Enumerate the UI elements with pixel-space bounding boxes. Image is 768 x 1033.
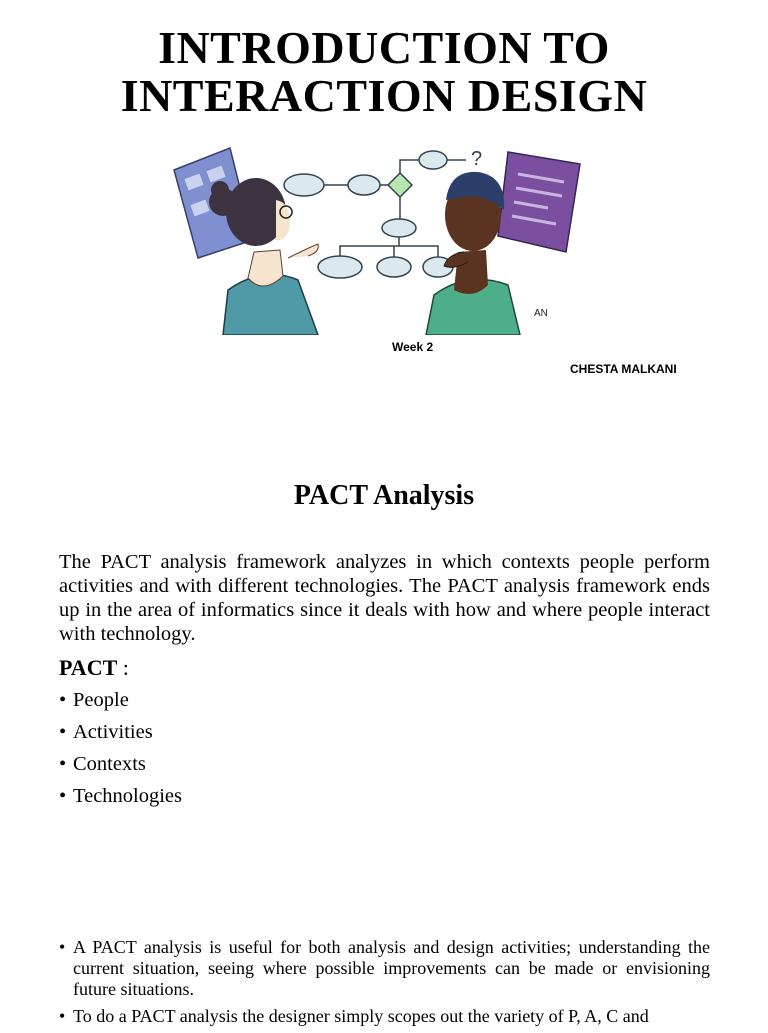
list-item-text: A PACT analysis is useful for both analysis and design activities; understanding the current situation, seeing where possible improvements can be made or envisioning future situations. (73, 937, 710, 999)
pact-notes-list (59, 937, 710, 1033)
pact-intro-paragraph: The PACT analysis framework analyzes in which contexts people perform activities and with different technologies. The PACT analysis framework ends up in the area of informatics since it deals with how and where people interact with technology. (59, 551, 710, 645)
right-wireframe-board (498, 152, 580, 252)
list-item-text: Contexts (73, 753, 146, 775)
bullet-dot: • (59, 937, 66, 957)
list-item-text: People (73, 689, 129, 711)
list-item-text: Activities (73, 721, 153, 743)
woman-figure (209, 178, 318, 335)
week-label: Week 2 (392, 340, 434, 354)
list-item-text: Technologies (73, 785, 183, 807)
list-item (59, 686, 182, 718)
bullet-dot: • (59, 689, 67, 711)
title-line-1: INTRODUCTION TO (158, 22, 610, 73)
list-item (59, 750, 182, 782)
bullet-dot: • (59, 721, 67, 743)
list-item (59, 937, 710, 1000)
pact-heading-colon: : (117, 655, 129, 680)
slide-title-pact: PACT Analysis (293, 480, 475, 511)
bullet-dot: • (59, 1006, 66, 1026)
pact-items-list (59, 686, 182, 814)
artist-signature: AN (534, 308, 548, 319)
list-item (59, 782, 182, 814)
pact-heading-label: PACT (59, 655, 118, 680)
list-item-text: To do a PACT analysis the designer simply scopes out the variety of P, A, C and (73, 1006, 649, 1026)
title-line-2: INTERACTION DESIGN (120, 70, 648, 121)
interaction-design-illustration (168, 140, 588, 335)
bullet-dot: • (59, 753, 67, 775)
question-mark: ? (471, 148, 483, 170)
author-name: CHESTA MALKANI (570, 362, 677, 376)
list-item (59, 718, 182, 750)
pact-heading (59, 655, 129, 681)
bullet-dot: • (59, 785, 67, 807)
presentation-title (0, 24, 768, 120)
flowchart (284, 151, 466, 278)
